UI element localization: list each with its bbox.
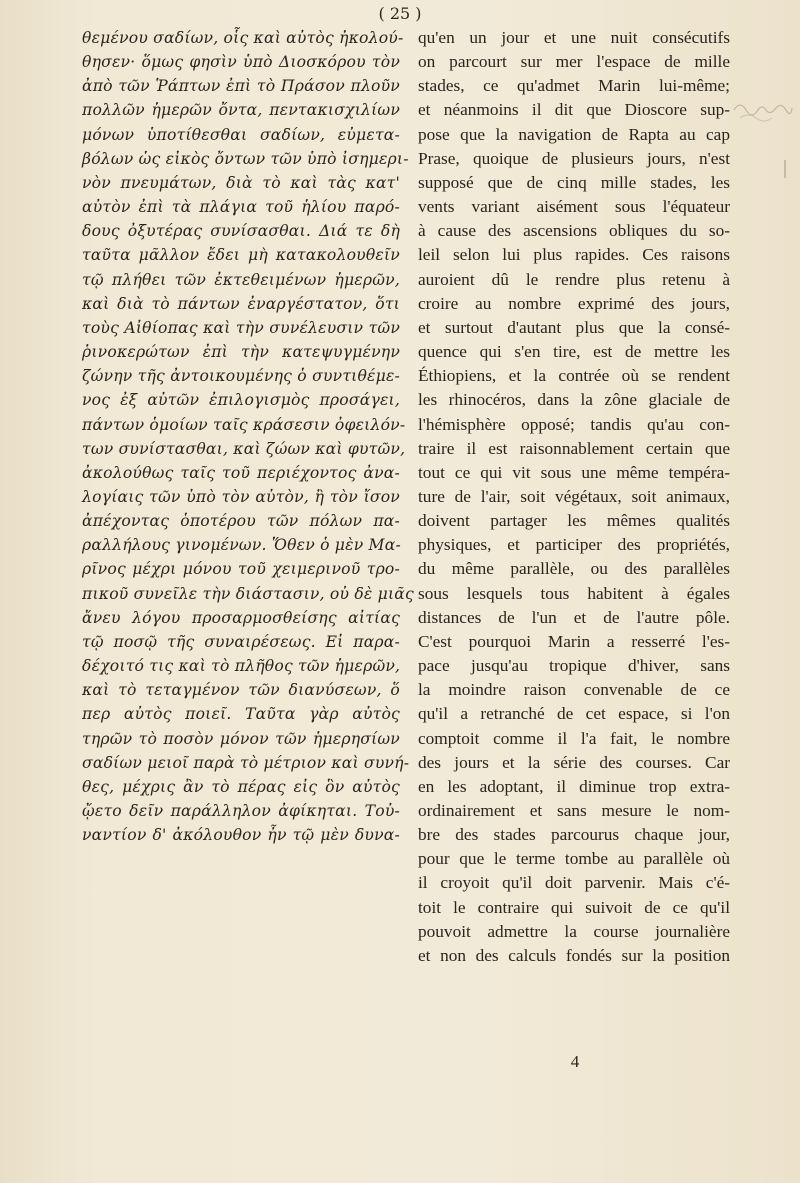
text-line: toit le contraire qui suivoit de ce qu'il bbox=[418, 897, 730, 917]
text-line: en les adoptant, il diminue trop extra- bbox=[418, 776, 730, 796]
text-line: δέχοιτό τις καὶ τὸ πλῆθος τῶν ἡμερῶν, bbox=[82, 657, 401, 676]
text-line: ραλλήλους γινομένων. Ὅθεν ὁ μὲν Μα- bbox=[82, 536, 401, 555]
text-line: quence qui s'en tire, est de mettre les bbox=[418, 342, 730, 362]
text-line: ναντίον δ' ἀκόλουθον ἦν τῷ μὲν δυνα- bbox=[82, 826, 400, 845]
text-line: leil selon lui plus rapides. Ces raisons bbox=[418, 245, 730, 265]
text-line: ordinairement et sans mesure le nom- bbox=[418, 801, 730, 820]
text-line: qu'en un jour et une nuit consécutifs bbox=[418, 28, 730, 47]
text-line: stades, ce qu'admet Marin lui-même; bbox=[418, 76, 730, 96]
text-line: il croyoit qu'il doit parvenir. Mais c'é- bbox=[418, 873, 730, 893]
text-line: supposé que de cinq mille stades, les bbox=[418, 172, 730, 192]
text-line: les rhinocéros, dans la zône glaciale de bbox=[418, 390, 730, 410]
text-line: ἄνευ λόγου προσαρμοσθείσης αἰτίας bbox=[82, 608, 400, 627]
text-line: ἀπὸ τῶν Ῥάπτων ἐπὶ τὸ Πράσον πλοῦν bbox=[82, 77, 400, 96]
text-line: πολλῶν ἡμερῶν ὄντα, πεντακισχιλίων bbox=[82, 101, 400, 120]
text-line: pour que le terme tombe au parallèle où bbox=[418, 849, 730, 869]
text-line: θες, μέχρις ἂν τὸ πέρας εἰς ὃν αὐτὸς bbox=[82, 777, 400, 796]
text-line: αὐτὸν ἐπὶ τὰ πλάγια τοῦ ἡλίου παρό- bbox=[82, 198, 400, 217]
text-line: pace jusqu'au tropique d'hiver, sans bbox=[418, 656, 730, 676]
text-line: τῷ πλήθει τῶν ἐκτεθειμένων ἡμερῶν, bbox=[82, 270, 400, 289]
text-line: on parcourt sur mer l'espace de mille bbox=[418, 52, 730, 72]
text-line: θησεν· ὅμως φησὶν ὑπὸ Διοσκόρου τὸν bbox=[82, 53, 400, 72]
text-line: et surtout d'autant plus que la consé- bbox=[418, 317, 730, 337]
text-line: et néanmoins il dit que Dioscore sup- bbox=[418, 100, 730, 120]
text-line: pose que la navigation de Rapta au cap bbox=[418, 124, 730, 144]
text-line: des jours et la série des courses. Car bbox=[418, 752, 730, 772]
text-line: νος ἐξ αὐτῶν ἐπιλογισμὸς προσάγει, bbox=[82, 391, 400, 410]
text-line: croire au nombre exprimé des jours, bbox=[418, 293, 730, 313]
text-line: sous lesquels tous habitent à égales bbox=[418, 583, 730, 603]
text-line: των συνίστασθαι, καὶ ζώων καὶ φυτῶν, bbox=[82, 439, 406, 458]
text-line: ᾤετο δεῖν παράλληλον ἀφίκηται. Τοὐ- bbox=[82, 802, 400, 820]
signature-mark: 4 bbox=[570, 1052, 580, 1071]
text-line: περ αὐτὸς ποιεῖ. Ταῦτα γὰρ αὐτὸς bbox=[82, 705, 400, 724]
text-line: δους ὀξυτέρας συνίσασθαι. Διά τε δὴ bbox=[82, 222, 400, 241]
text-line: θεμένου σαδίων, οἷς καὶ αὐτὸς ἠκολού- bbox=[82, 29, 404, 47]
text-line: πάντων ὁμοίων ταῖς κράσεσιν ὀφειλόν- bbox=[82, 415, 406, 434]
text-line: du même parallèle, ou des parallèles bbox=[418, 559, 730, 579]
text-line: σαδίων μειοῖ παρὰ τὸ μέτριον καὶ συνή- bbox=[82, 753, 410, 772]
text-line: καὶ διὰ τὸ πάντων ἐναργέστατον, ὅτι bbox=[82, 294, 400, 313]
text-line: Prase, quoique de plusieurs jours, n'est bbox=[418, 148, 730, 168]
text-line: tout ce qui vit sous une même tempéra- bbox=[418, 462, 730, 482]
text-line: l'hémisphère opposé; tandis qu'au con- bbox=[418, 414, 730, 434]
text-line: physiques, et participer des propriétés, bbox=[418, 535, 730, 555]
text-line: et non des calculs fondés sur la position bbox=[418, 945, 730, 965]
french-text-column bbox=[418, 26, 730, 968]
text-line: C'est pourquoi Marin a resserré l'es- bbox=[418, 631, 730, 651]
text-line: ture de l'air, soit végétaux, soit animaux, bbox=[418, 486, 730, 506]
text-line: πικοῦ συνεῖλε τὴν διάστασιν, οὐ δὲ μιᾶς bbox=[82, 584, 414, 603]
text-line: qu'il a retranché de cet espace, si l'on bbox=[418, 704, 730, 724]
edge-mark bbox=[784, 160, 786, 178]
text-line: ἀκολούθως ταῖς τοῦ περιέχοντος ἀνα- bbox=[82, 463, 400, 482]
text-line: Éthiopiens, et la contrée où se rendent bbox=[418, 366, 730, 386]
greek-text-column bbox=[82, 26, 414, 847]
text-line: vents variant aisément sous l'équateur bbox=[418, 197, 730, 217]
text-line: traire il est raisonnablement certain que bbox=[418, 438, 730, 458]
text-line: auroient dû le rendre plus retenu à bbox=[418, 269, 730, 289]
text-line: λογίαις τῶν ὑπὸ τὸν αὐτὸν, ἢ τὸν ἴσον bbox=[82, 487, 400, 506]
handwritten-note-icon bbox=[730, 90, 796, 124]
text-line: ῥινοκερώτων ἐπὶ τὴν κατεψυγμένην bbox=[82, 343, 400, 362]
text-line: doivent partager les mêmes qualités bbox=[418, 511, 730, 531]
text-line: pouvoit admettre la course journalière bbox=[418, 921, 730, 941]
text-line: ρῖνος μέχρι μόνου τοῦ χειμερινοῦ τρο- bbox=[82, 560, 400, 579]
text-line: distances de l'un et de l'autre pôle. bbox=[418, 607, 730, 627]
text-line: à cause des ascensions obliques du so- bbox=[418, 221, 730, 241]
text-line: βόλων ὡς εἰκὸς ὄντων τῶν ὑπὸ ἰσημερι- bbox=[82, 149, 409, 168]
text-line: ζώνην τῆς ἀντοικουμένης ὁ συντιθέμε- bbox=[82, 367, 400, 386]
text-line: comptoit comme il l'a fait, le nombre bbox=[418, 728, 730, 748]
text-line: τοὺς Αἰθίοπας καὶ τὴν συνέλευσιν τῶν bbox=[82, 318, 400, 337]
text-line: la moindre raison convenable de ce bbox=[418, 680, 730, 700]
text-line: τηρῶν τὸ ποσὸν μόνον τῶν ἡμερησίων bbox=[82, 729, 400, 748]
text-line: μόνων ὑποτίθεσθαι σαδίων, εὐμετα- bbox=[82, 125, 400, 144]
text-line: bre des stades parcourus chaque jour, bbox=[418, 825, 730, 845]
text-line: ἀπέχοντας ὁποτέρου τῶν πόλων πα- bbox=[82, 512, 400, 531]
text-line: νὸν πνευμάτων, διὰ τὸ καὶ τὰς κατ' bbox=[82, 173, 400, 192]
page-number: ( 25 ) bbox=[378, 4, 422, 23]
text-line: καὶ τὸ τεταγμένον τῶν διανύσεων, ὅ bbox=[82, 681, 400, 700]
margin-annotation bbox=[730, 90, 796, 124]
text-line: τῷ ποσῷ τῆς συναιρέσεως. Εἰ παρα- bbox=[82, 632, 400, 651]
text-line: ταῦτα μᾶλλον ἔδει μὴ κατακολουθεῖν bbox=[82, 246, 400, 265]
